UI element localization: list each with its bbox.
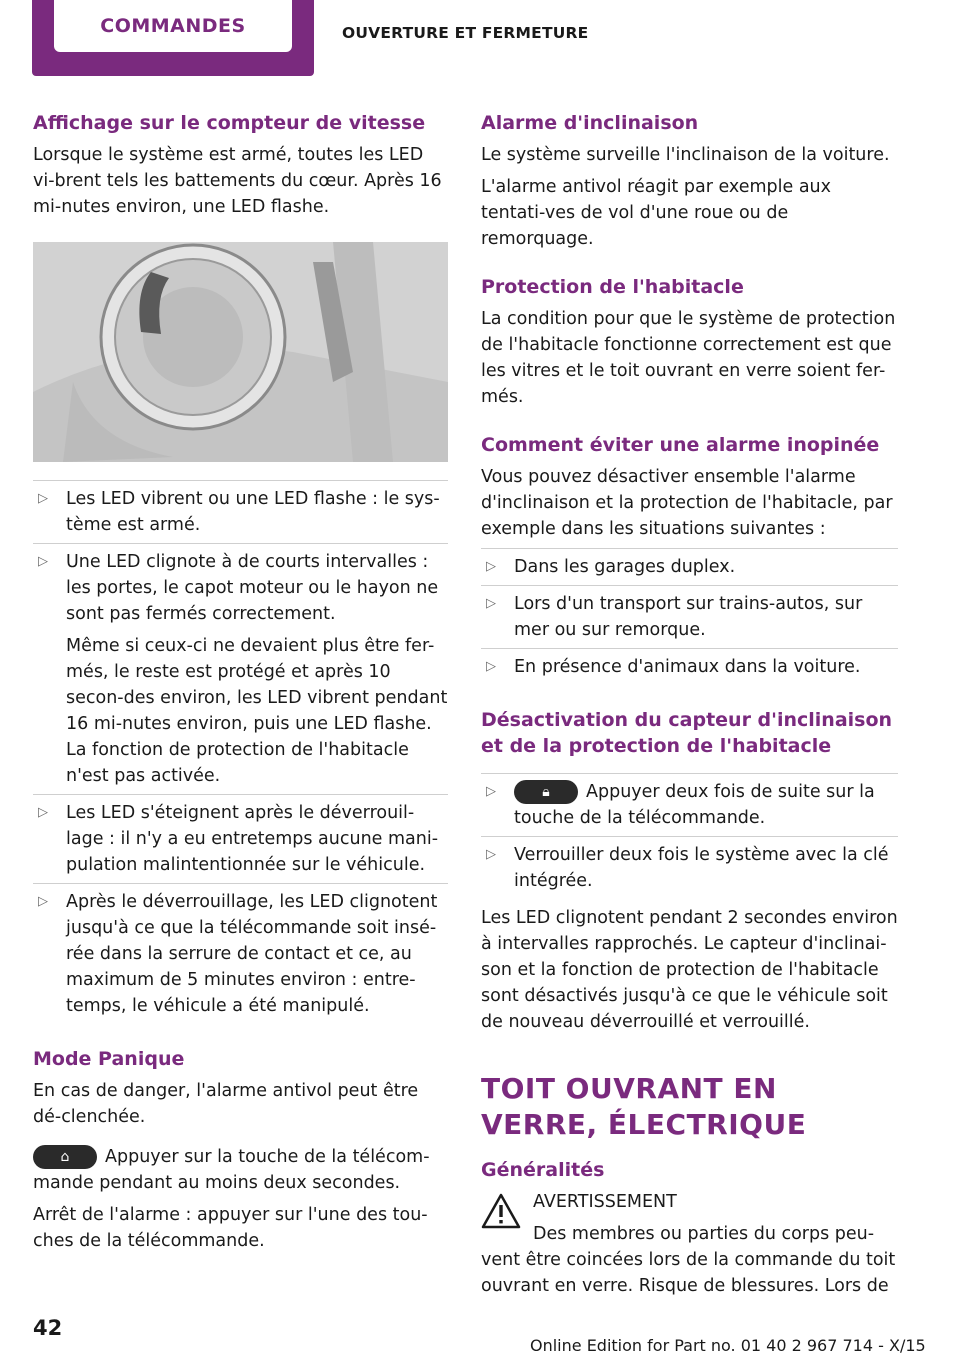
list-item-text: Les LED s'éteignent après le déverrouil-lage : il n'y a eu entretemps aucune mani-pulation malintentionnée sur le véhicule. [66, 803, 439, 875]
list-item-text: Verrouiller deux fois le système avec la clé intégrée. [514, 845, 889, 891]
list-item-text: En présence d'animaux dans la voiture. [514, 657, 861, 677]
paragraph-speedometer: Lorsque le système est armé, toutes les LED vi-brent tels les battements du cœur. Après 16 mi-nutes environ, une LED flashe. [33, 145, 442, 217]
heading-deactivation: Désactivation du capteur d'inclinaison et de la protection de l'habitacle [481, 709, 893, 757]
heading-glass-roof: TOIT OUVRANT EN VERRE, ÉLECTRIQUE [481, 1072, 807, 1141]
paragraph-tilt-1: Le système surveille l'inclinaison de la voiture. [481, 145, 890, 165]
heading-speedometer: Affichage sur le compteur de vitesse [33, 112, 426, 134]
list-item-text: Les LED vibrent ou une LED flashe : le sys-tème est armé. [66, 489, 440, 535]
triangle-right-icon: ▷ [486, 784, 496, 799]
left-column [33, 110, 448, 1254]
warning-title: AVERTISSEMENT [533, 1192, 677, 1212]
triangle-right-icon: ▷ [38, 491, 48, 506]
list-item [481, 837, 898, 899]
panic-key-text: Appuyer sur la touche de la télécom-mande pendant au moins deux secondes. [33, 1147, 430, 1193]
triangle-right-icon: ▷ [486, 559, 496, 574]
list-item-extra-text: Même si ceux-ci ne devaient plus être fer-més, le reste est protégé et après 10 secon-des environ, les LED vibrent pendant 16 mi-nutes environ, puis une LED flashe. La fonction de protection de l'habitacle n'est pas activée. [66, 636, 448, 786]
triangle-right-icon: ▷ [486, 596, 496, 611]
triangle-right-icon: ▷ [38, 894, 48, 909]
list-item-text: Dans les garages duplex. [514, 557, 736, 577]
warning-block [481, 1189, 898, 1221]
instrument-cluster-image [33, 242, 448, 462]
chapter-tab-label: COMMANDES [54, 0, 292, 52]
status-bullet-list [33, 480, 448, 1024]
car-icon: ⌂ [33, 1145, 97, 1169]
warning-text: Des membres ou parties du corps peu-vent être coincées lors de la commande du toit ouvrant en verre. Risque de blessures. Lors de [481, 1224, 896, 1296]
chapter-tab [32, 0, 314, 76]
right-column [481, 110, 898, 1299]
instrument-cluster-illustration [33, 242, 448, 462]
paragraph-interior: La condition pour que le système de protection de l'habitacle fonctionne correctement est que les vitres et le toit ouvrant en verre soient fer-més. [481, 309, 896, 407]
heading-tilt-alarm: Alarme d'inclinaison [481, 112, 699, 134]
list-item-text: Appuyer deux fois de suite sur la touche de la télécommande. [514, 782, 875, 828]
list-item-text: Lors d'un transport sur trains-autos, sur mer ou sur remorque. [514, 594, 863, 640]
list-item [33, 544, 448, 795]
warning-triangle-icon [481, 1193, 521, 1229]
list-item [481, 773, 898, 837]
list-item [33, 795, 448, 884]
edition-note: Online Edition for Part no. 01 40 2 967 714 - X/15 [530, 1336, 926, 1355]
heading-panic-mode: Mode Panique [33, 1048, 185, 1070]
paragraph-panic-stop: Arrêt de l'alarme : appuyer sur l'une des tou-ches de la télécommande. [33, 1205, 428, 1251]
list-item [481, 586, 898, 649]
list-item [481, 649, 898, 685]
lock-icon: 🔒︎ [514, 780, 578, 804]
paragraph-avoid: Vous pouvez désactiver ensemble l'alarme d'inclinaison et la protection de l'habitacle, par exemple dans les situations suivantes : [481, 467, 893, 539]
deactivation-bullet-list [481, 773, 898, 899]
list-item-text: Une LED clignote à de courts intervalles : les portes, le capot moteur ou le hayon ne sont pas fermés correctement. [66, 552, 439, 624]
avoid-bullet-list [481, 548, 898, 685]
list-item [481, 548, 898, 586]
paragraph-panic-key [33, 1144, 448, 1196]
paragraph-deactivation: Les LED clignotent pendant 2 secondes environ à intervalles rapprochés. Le capteur d'inclinai-son et la fonction de protection de l'habitacle sont désactivés jusqu'à ce que le véhicule soit de nouveau déverrouillé et verrouillé. [481, 908, 898, 1032]
list-item-text: Après le déverrouillage, les LED clignotent jusqu'à ce que la télécommande soit insé-rée dans la serrure de contact et ce, au maximum de 5 minutes environ : entre-temps, le véhicule a été manipulé. [66, 892, 438, 1016]
heading-general: Généralités [481, 1159, 605, 1181]
paragraph-panic: En cas de danger, l'alarme antivol peut être dé-clenchée. [33, 1081, 419, 1127]
triangle-right-icon: ▷ [486, 659, 496, 674]
list-item [33, 884, 448, 1024]
heading-avoid-alarm: Comment éviter une alarme inopinée [481, 434, 880, 456]
triangle-right-icon: ▷ [38, 554, 48, 569]
section-title: OUVERTURE ET FERMETURE [342, 24, 589, 42]
triangle-right-icon: ▷ [486, 847, 496, 862]
page-number: 42 [33, 1316, 63, 1340]
triangle-right-icon: ▷ [38, 805, 48, 820]
heading-interior-protection: Protection de l'habitacle [481, 276, 744, 298]
list-item [33, 480, 448, 544]
paragraph-tilt-2: L'alarme antivol réagit par exemple aux tentati-ves de vol d'une roue ou de remorquage. [481, 177, 832, 249]
